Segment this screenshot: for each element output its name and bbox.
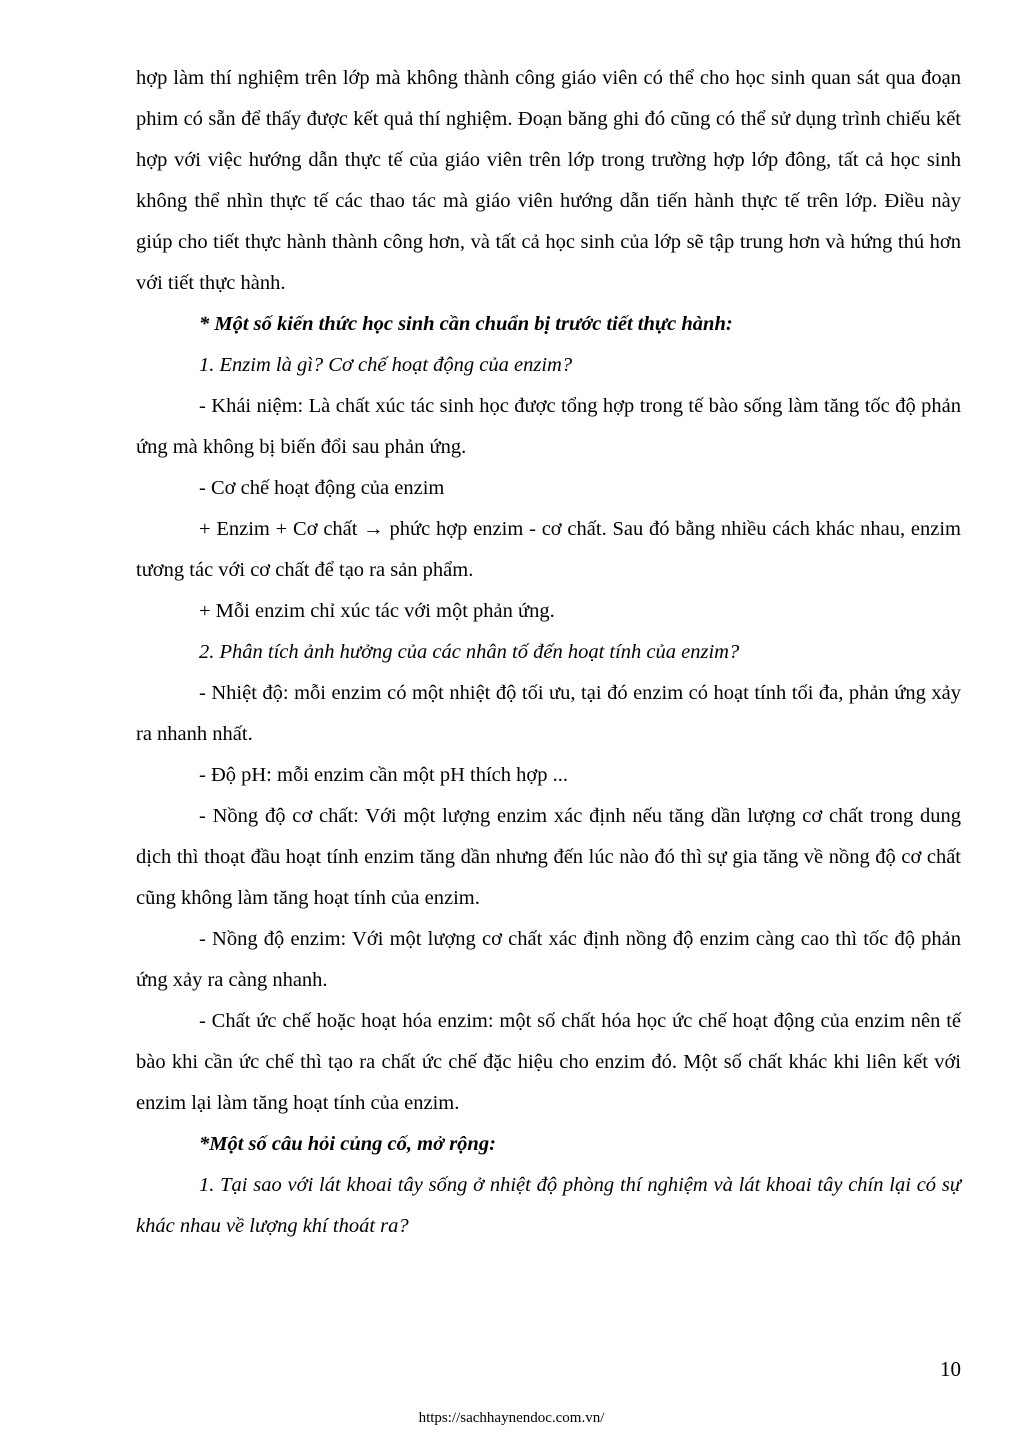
footer-url: https://sachhaynendoc.com.vn/ bbox=[418, 1410, 605, 1426]
paragraph-mechanism-step1: + Enzim + Cơ chất → phức hợp enzim - cơ chất. Sau đó bằng nhiều cách khác nhau, enzim tương tác với cơ chất để tạo ra sản phẩm. bbox=[136, 518, 961, 581]
paragraph-temperature: - Nhiệt độ: mỗi enzim có một nhiệt độ tối ưu, tại đó enzim có hoạt tính tối đa, phản ứng xảy ra nhanh nhất. bbox=[136, 682, 961, 745]
heading-prep-knowledge: * Một số kiến thức học sinh cần chuẩn bị trước tiết thực hành: bbox=[199, 313, 733, 335]
paragraph-concept: - Khái niệm: Là chất xúc tác sinh học được tổng hợp trong tế bào sống làm tăng tốc độ phản ứng mà không bị biến đổi sau phản ứng. bbox=[136, 395, 961, 458]
paragraph-enzyme-concentration: - Nồng độ enzim: Với một lượng cơ chất xác định nồng độ enzim càng cao thì tốc độ phản ứng xảy ra càng nhanh. bbox=[136, 928, 961, 991]
heading-review-questions: *Một số câu hỏi củng cố, mở rộng: bbox=[199, 1133, 496, 1155]
paragraph-mechanism-title: - Cơ chế hoạt động của enzim bbox=[199, 477, 445, 499]
document-body bbox=[136, 58, 961, 1247]
paragraph-mechanism-step2: + Mỗi enzim chỉ xúc tác với một phản ứng. bbox=[199, 600, 555, 622]
page-number: 10 bbox=[940, 1357, 961, 1381]
paragraph-intro: hợp làm thí nghiệm trên lớp mà không thành công giáo viên có thể cho học sinh quan sát qua đoạn phim có sẵn để thấy được kết quả thí nghiệm. Đoạn băng ghi đó cũng có thể sử dụng trình chiếu kết hợp với việc hướng dẫn thực tế của giáo viên trên lớp trong trường hợp lớp đông, tất cả học sinh không thể nhìn thực tế các thao tác mà giáo viên hướng dẫn tiến hành thực tế trên lớp. Điều này giúp cho tiết thực hành thành công hơn, và tất cả học sinh của lớp sẽ tập trung hơn và hứng thú hơn với tiết thực hành. bbox=[136, 67, 961, 294]
question-factors: 2. Phân tích ảnh hưởng của các nhân tố đến hoạt tính của enzim? bbox=[199, 641, 740, 663]
paragraph-substrate-concentration: - Nồng độ cơ chất: Với một lượng enzim xác định nếu tăng dần lượng cơ chất trong dung dịch thì thoạt đầu hoạt tính enzim tăng dần nhưng đến lúc nào đó thì sự gia tăng về nồng độ cơ chất cũng không làm tăng hoạt tính của enzim. bbox=[136, 805, 961, 909]
question-enzyme-definition: 1. Enzim là gì? Cơ chế hoạt động của enzim? bbox=[199, 354, 573, 376]
paragraph-inhibitors: - Chất ức chế hoặc hoạt hóa enzim: một số chất hóa học ức chế hoạt động của enzim nên tế bào khi cần ức chế thì tạo ra chất ức chế đặc hiệu cho enzim đó. Một số chất khác khi liên kết với enzim lại làm tăng hoạt tính của enzim. bbox=[136, 1010, 961, 1114]
paragraph-ph: - Độ pH: mỗi enzim cần một pH thích hợp ... bbox=[199, 764, 568, 786]
question-potato-slices: 1. Tại sao với lát khoai tây sống ở nhiệt độ phòng thí nghiệm và lát khoai tây chín lại có sự khác nhau về lượng khí thoát ra? bbox=[136, 1174, 961, 1237]
